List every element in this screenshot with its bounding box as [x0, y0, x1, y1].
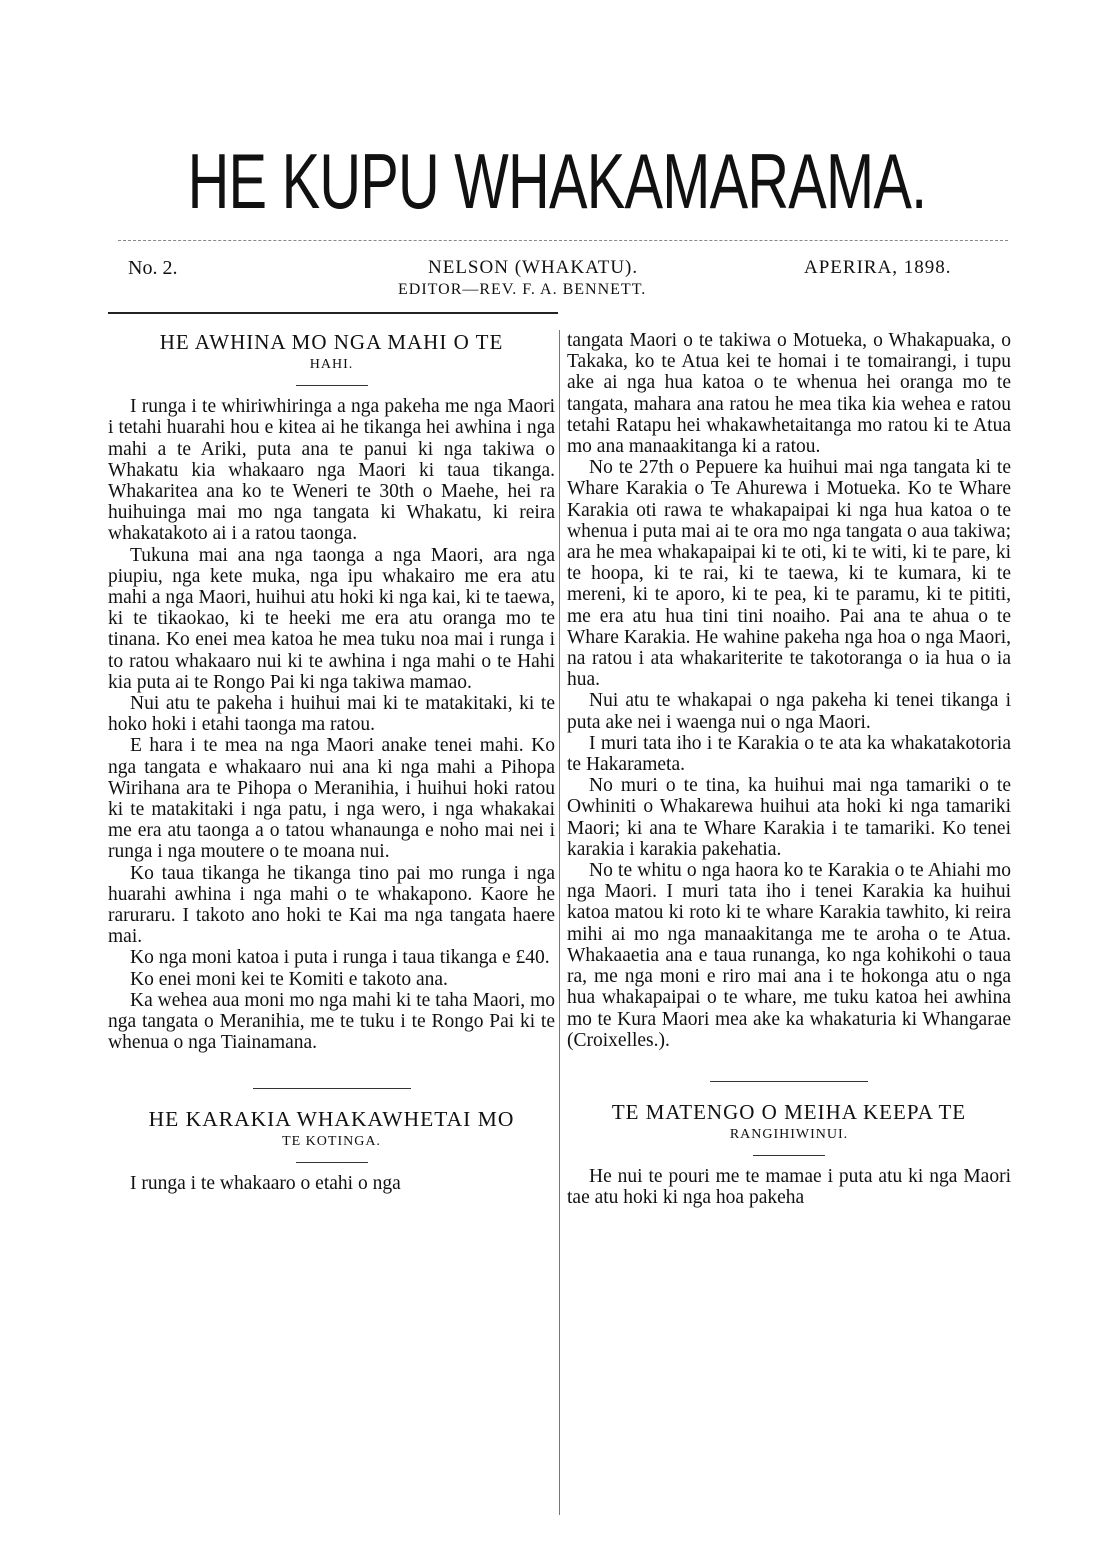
article-heading: TE MATENGO O MEIHA KEEPA TE [611, 1099, 967, 1124]
paragraph: E hara i te mea na nga Maori anake tenei mahi. Ko nga tangata e whakaaro nui ana ki nga mahi a Pihopa Wirihana ara te Pihopa o Meranihia, i huihui hoki ratou ki te matakitaki i nga patu, i nga wero, i nga whakakai me era atu taonga a o tatou whanaunga e noho mai nei i runga i nga moutere o te moana nui. [108, 735, 555, 863]
section-rule [710, 1081, 868, 1082]
section-rule [753, 1155, 825, 1156]
masthead-rule [118, 240, 1008, 241]
article-subheading: TE KOTINGA. [282, 1133, 381, 1149]
right-column [567, 330, 1011, 1209]
paragraph: I runga i te whakaaro o etahi o nga [130, 1172, 401, 1194]
paragraph: I muri tata iho i te Karakia o te ata ka whakatakotoria te Hakarameta. [567, 732, 1011, 776]
left-column [108, 330, 555, 1194]
paragraph: tangata Maori o te takiwa o Motueka, o Whakapuaka, o Takaka, ko te Atua kei te homai i te tomairangi, i tupu ake ai nga hua katoa o te whenua hei oranga mo te tangata, mahara ana ratou he mea tika kia wehea e ratou tetahi Ratapu hei whakawhetaitanga mo ratou ki te Atua mo ana manaakitanga ki a ratou. [567, 330, 1011, 458]
paragraph: Nui atu te pakeha i huihui mai ki te matakitaki, ki te hoko hoki i etahi taonga ma ratou. [108, 693, 555, 736]
issue-place: NELSON (WHAKATU). [428, 257, 639, 278]
paragraph: Ka wehea aua moni mo nga mahi ki te taha Maori, mo nga tangata o Meranihia, me te tuku i te Rongo Pai ki te whenua o nga Tiainamana. [108, 989, 555, 1054]
issue-editor: EDITOR—REV. F. A. BENNETT. [398, 281, 647, 298]
paragraph: Tukuna mai ana nga taonga a nga Maori, ara nga piupiu, nga kete muka, nga ipu whakairo me era atu mahi a nga Maori, huihui atu hoki ki nga kai, ki te taewa, ki te tikaokao, ki te heeki me era atu oranga mo te tinana. Ko enei mea katoa he mea tuku noa mai i runga i to ratou whakaaro nui ki te awhina i nga mahi o te Hahi kia puta ai te Rongo Pai ki nga takiwa mamao. [108, 544, 555, 693]
section-rule [253, 1088, 411, 1089]
paragraph: No te whitu o nga haora ko te Karakia o te Ahiahi mo nga Maori. I muri tata iho i tenei Karakia ka huihui katoa matou ki roto ki te whare Karakia tawhito, ki reira mihi ai mo nga manaakitanga me te aroha o te Atua. Whakaaetia ana e taua runanga, ko nga kohikohi o taua ra, me nga moni e riro mai ana i te hokonga atu o nga hua whakapaipai o te whare, me tuku katoa hei awhina mo te Kura Maori mea ake ka whakaturia ki Whangarae (Croixelles.). [567, 860, 1011, 1051]
paragraph: Ko enei moni kei te Komiti e takoto ana. [130, 968, 448, 990]
paragraph: He nui te pouri me te mamae i puta atu ki nga Maori tae atu hoki ki nga hoa pakeha [567, 1166, 1011, 1209]
article-heading: HE AWHINA MO NGA MAHI O TE [159, 330, 504, 354]
paragraph: Ko taua tikanga he tikanga tino pai mo runga i nga huarahi awhina i nga mahi o te whakapono. Kaore he raruraru. I takoto ano hoki te Kai ma nga tangata haere mai. [108, 862, 555, 948]
paragraph: No muri o te tina, ka huihui mai nga tamariki o te Owhiniti o Whakarewa huihui ata hoki ki nga tamariki Maori; ki ana te Whare Karakia i te tamariki. Ko tenei karakia i karakia pakehatia. [567, 775, 1011, 860]
paragraph: I runga i te whiriwhiringa a nga pakeha me nga Maori i tetahi huarahi hou e kitea ai he tikanga hei awhina i nga mahi a te Ariki, puta ana te panui ki nga takiwa o Whakatu kia whakaaro nga Maori ki taua tikanga. Whakaritea ana ko te Weneri te 30th o Maehe, hei ra huihuinga mai mo nga tangata ki Whakatu, ki reira whakatakoto ai i a ratou taonga. [108, 396, 555, 545]
masthead-title: HE KUPU WHAKAMARAMA. [187, 137, 927, 225]
header-rule [108, 312, 558, 314]
paragraph: No te 27th o Pepuere ka huihui mai nga tangata ki te Whare Karakia o Te Ahurewa i Motueka. Ko te Whare Karakia oti rawa te whakapaipai ki nga hua katoa o te whenua i puta mai ai te ora mo nga tangata o aua takiwa; ara he mea whakapaipai ki te oti, ki te witi, ki te pare, ki te hoopa, ki te rai, ki te taewa, ki te kumara, ki te mereni, ki te aporo, ki te pea, ki te paramu, ki te pititi, me era atu hua tini tini noaiho. Pai ana te ahua o te Whare Karakia. He wahine pakeha nga hoa o nga Maori, na ratou i ata whakariterite te takotoranga o ia hua o ia hua. [567, 457, 1011, 691]
column-divider [559, 330, 560, 1515]
issue-number: No. 2. [128, 257, 178, 279]
issue-date: APERIRA, 1898. [804, 257, 952, 278]
article-subheading: RANGIHIWINUI. [729, 1126, 849, 1142]
paragraph: Nui atu te whakapai o nga pakeha ki tenei tikanga i puta ake nei i waenga nui o nga Maori. [567, 690, 1011, 733]
article-heading: HE KARAKIA WHAKAWHETAI MO [148, 1106, 515, 1131]
section-rule [296, 385, 368, 386]
section-rule [296, 1162, 368, 1163]
article-subheading: HAHI. [309, 357, 354, 372]
paragraph: Ko nga moni katoa i puta i runga i taua tikanga e £40. [130, 947, 550, 969]
